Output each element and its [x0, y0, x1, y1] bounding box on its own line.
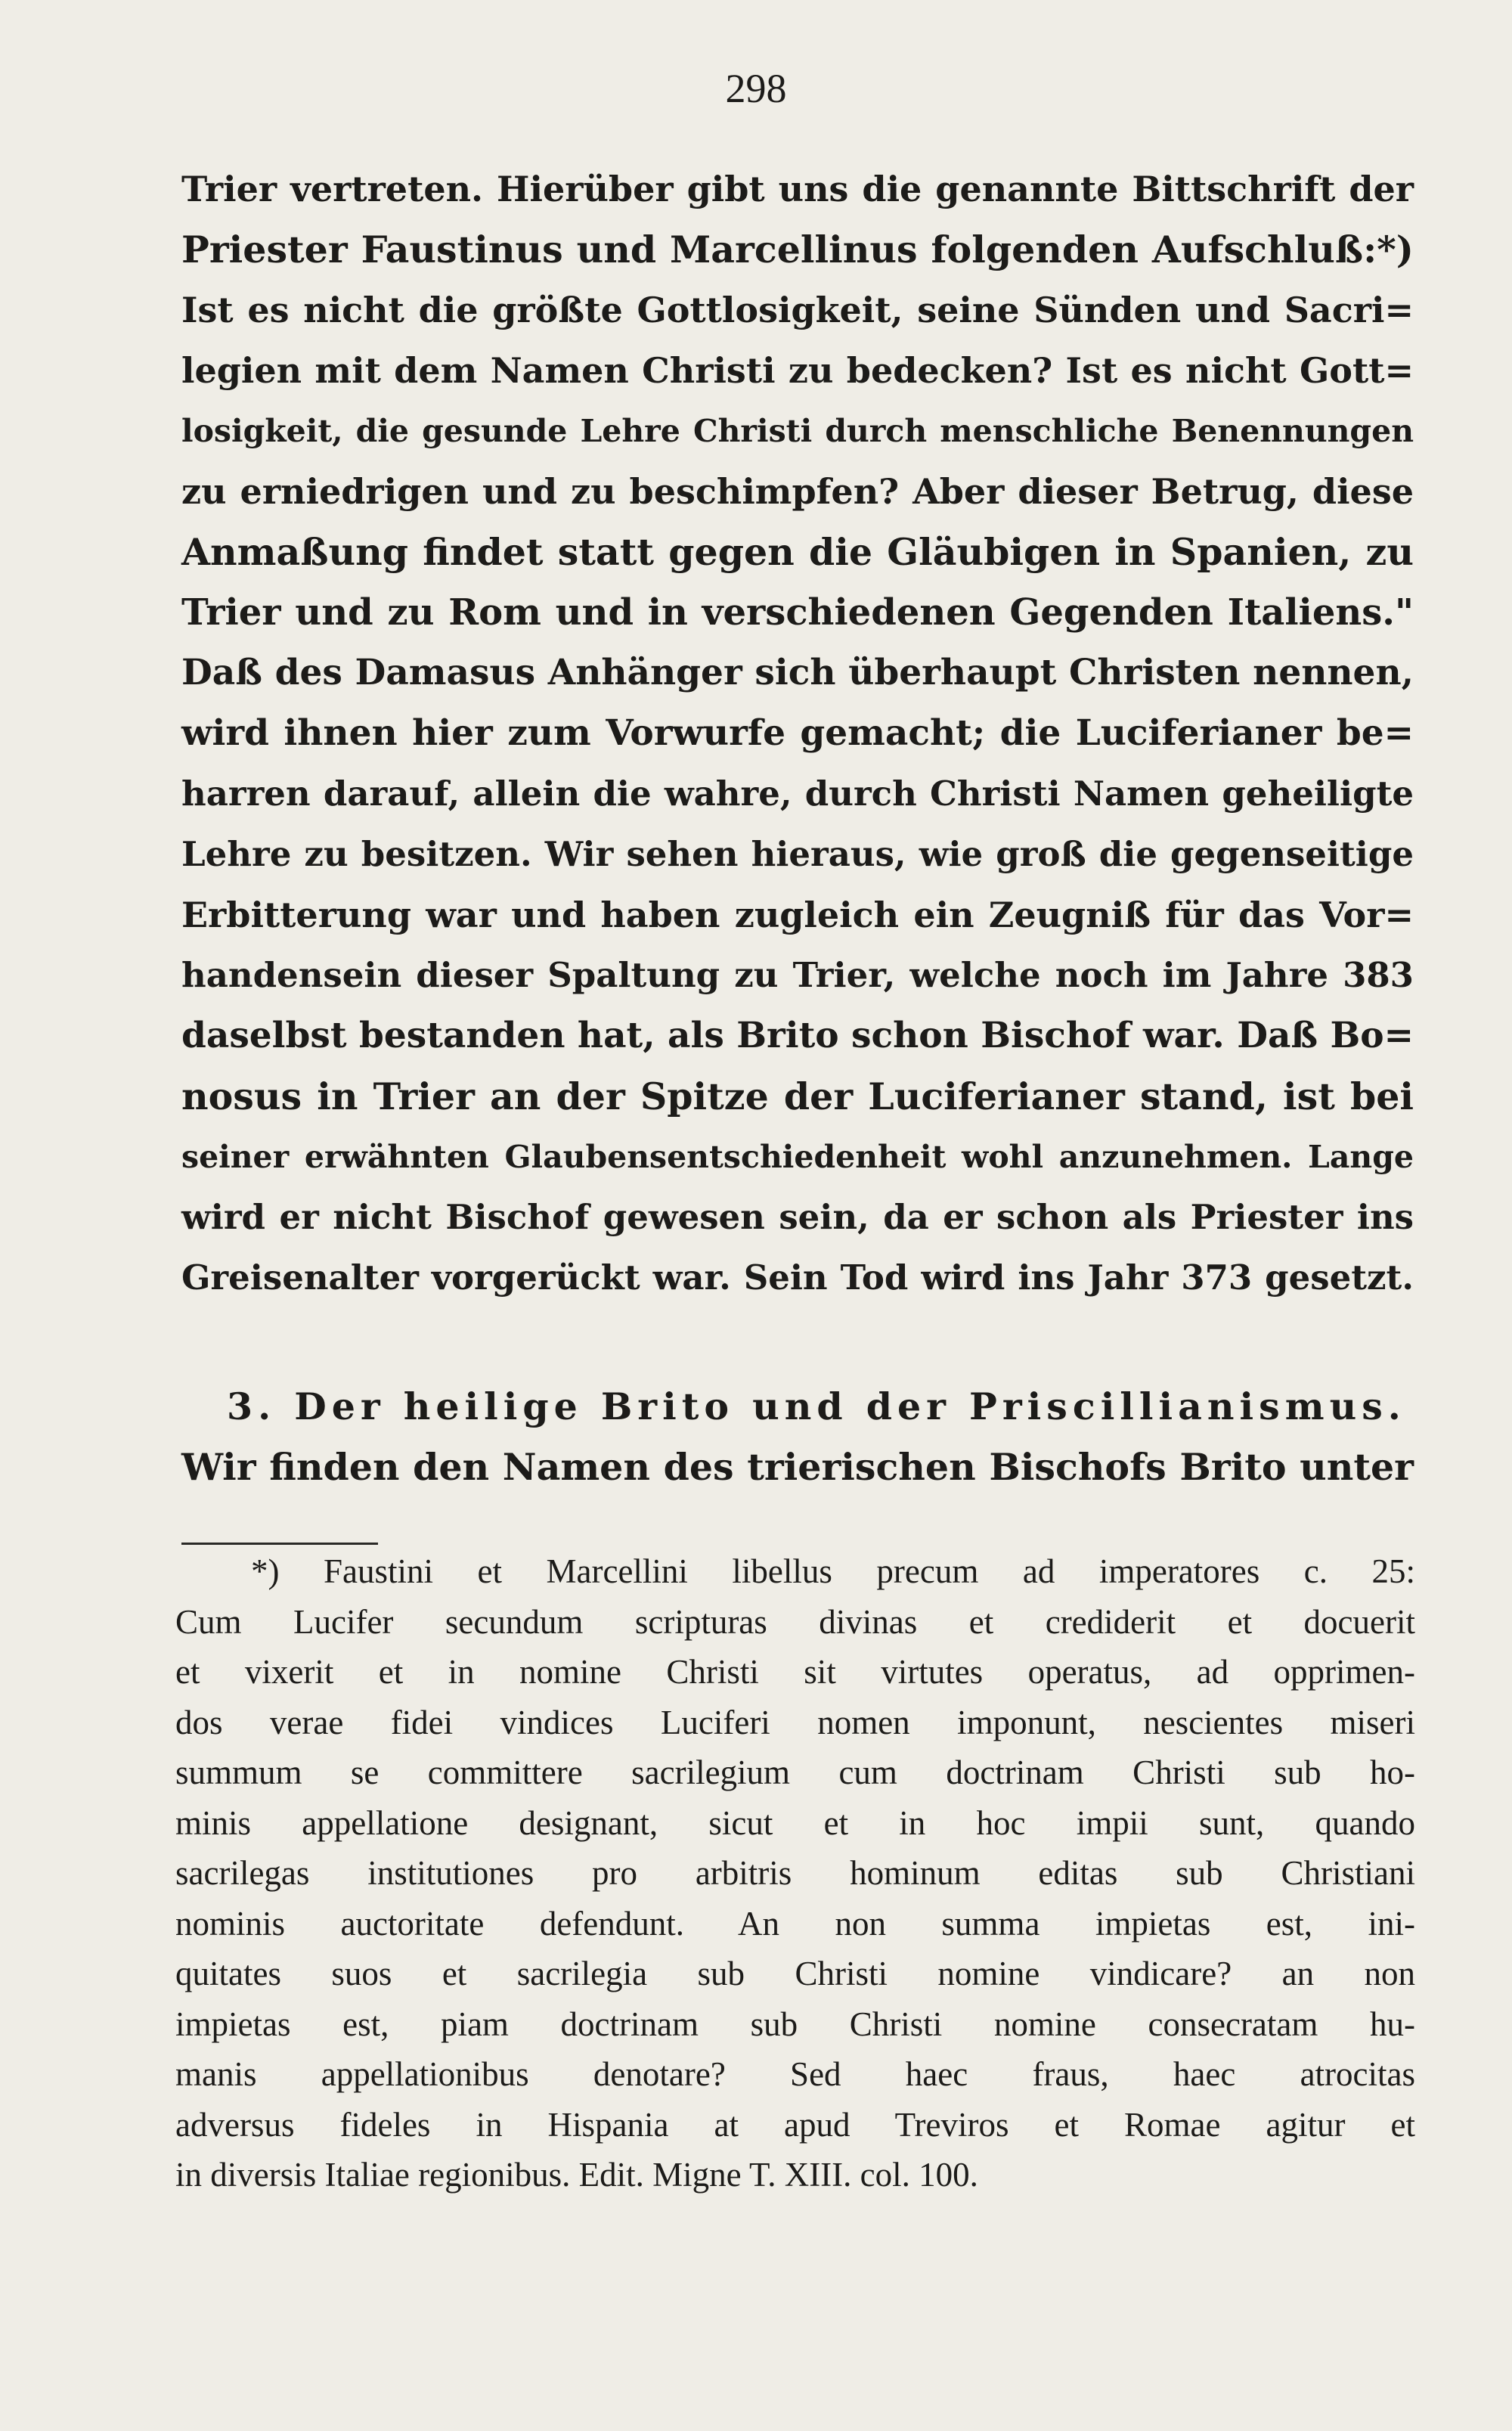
text-line: wird er nicht Bischof gewesen sein, da er schon als Priester ins	[181, 1197, 1414, 1237]
footnote-line: nominis auctoritate defendunt. An non summa impietas est, ini-	[175, 1904, 1415, 1943]
main-text-block	[181, 159, 1414, 1308]
text-line: harren darauf, allein die wahre, durch Christi Namen geheiligte	[181, 774, 1414, 814]
footnote-line: summum se committere sacrilegium cum doctrinam Christi sub ho-	[175, 1753, 1415, 1791]
text-line: seiner erwähnten Glaubensentschiedenheit wohl anzunehmen. Lange	[181, 1139, 1414, 1175]
text-line: handensein dieser Spaltung zu Trier, welche noch im Jahre 383	[181, 955, 1414, 995]
footnote-line: et vixerit et in nomine Christi sit virtutes operatus, ad opprimen-	[175, 1653, 1415, 1691]
text-line: zu erniedrigen und zu beschimpfen? Aber dieser Betrug, diese	[181, 471, 1414, 512]
text-line: daselbst bestanden hat, als Brito schon Bischof war. Daß Bo=	[181, 1015, 1414, 1056]
section-first-line	[181, 1437, 1414, 1497]
text-line: Anmaßung findet statt gegen die Gläubigen in Spanien, zu	[181, 530, 1414, 574]
text-line: Greisenalter vorgerückt war. Sein Tod wird ins Jahr 373 gesetzt.	[181, 1257, 1414, 1298]
section-heading: 3. Der heilige Brito und der Priscillianismus.	[227, 1384, 1406, 1428]
text-line: Daß des Damasus Anhänger sich überhaupt Christen nennen,	[181, 652, 1414, 693]
text-line: legien mit dem Namen Christi zu bedecken? Ist es nicht Gott=	[181, 350, 1414, 391]
footnote-line: manis appellationibus denotare? Sed haec fraus, haec atrocitas	[175, 2055, 1415, 2093]
footnote-divider	[181, 1543, 378, 1545]
footnote-line: dos verae fidei vindices Luciferi nomen imponunt, nescientes miseri	[175, 1703, 1415, 1741]
text-line: Ist es nicht die größte Gottlosigkeit, seine Sünden und Sacri=	[181, 290, 1414, 330]
footnote-line: quitates suos et sacrilegia sub Christi nomine vindicare? an non	[175, 1955, 1415, 1992]
text-line: Trier und zu Rom und in verschiedenen Gegenden Italiens."	[181, 591, 1414, 634]
page-number: 298	[725, 66, 787, 111]
text-line: Priester Faustinus und Marcellinus folgenden Aufschluß:*)	[181, 228, 1414, 271]
footnote-line: impietas est, piam doctrinam sub Christi nomine consecratam hu-	[175, 2005, 1415, 2043]
text-line: Wir finden den Namen des trierischen Bischofs Brito unter	[181, 1445, 1414, 1489]
text-line: Trier vertreten. Hierüber gibt uns die genannte Bittschrift der	[181, 169, 1414, 209]
footnote-line: *) Faustini et Marcellini libellus precum ad imperatores c. 25:	[251, 1552, 1415, 1590]
text-line: nosus in Trier an der Spitze der Luciferianer stand, ist bei	[181, 1074, 1414, 1118]
text-line: Lehre zu besitzen. Wir sehen hieraus, wie groß die gegenseitige	[181, 834, 1414, 874]
footnote	[175, 1546, 1415, 2200]
text-line: losigkeit, die gesunde Lehre Christi durch menschliche Benennungen	[181, 413, 1414, 449]
text-line: Erbitterung war und haben zugleich ein Zeugniß für das Vor=	[181, 895, 1414, 935]
footnote-line: minis appellatione designant, sicut et in hoc impii sunt, quando	[175, 1803, 1415, 1842]
footnote-line: in diversis Italiae regionibus. Edit. Migne T. XIII. col. 100.	[175, 2156, 978, 2194]
text-line: wird ihnen hier zum Vorwurfe gemacht; die Luciferianer be=	[181, 712, 1414, 754]
footnote-line: adversus fideles in Hispania at apud Treviros et Romae agitur et	[175, 2105, 1415, 2144]
footnote-line: sacrilegas institutiones pro arbitris hominum editas sub Christiani	[175, 1854, 1415, 1892]
footnote-line: Cum Lucifer secundum scripturas divinas et crediderit et docuerit	[175, 1602, 1415, 1641]
